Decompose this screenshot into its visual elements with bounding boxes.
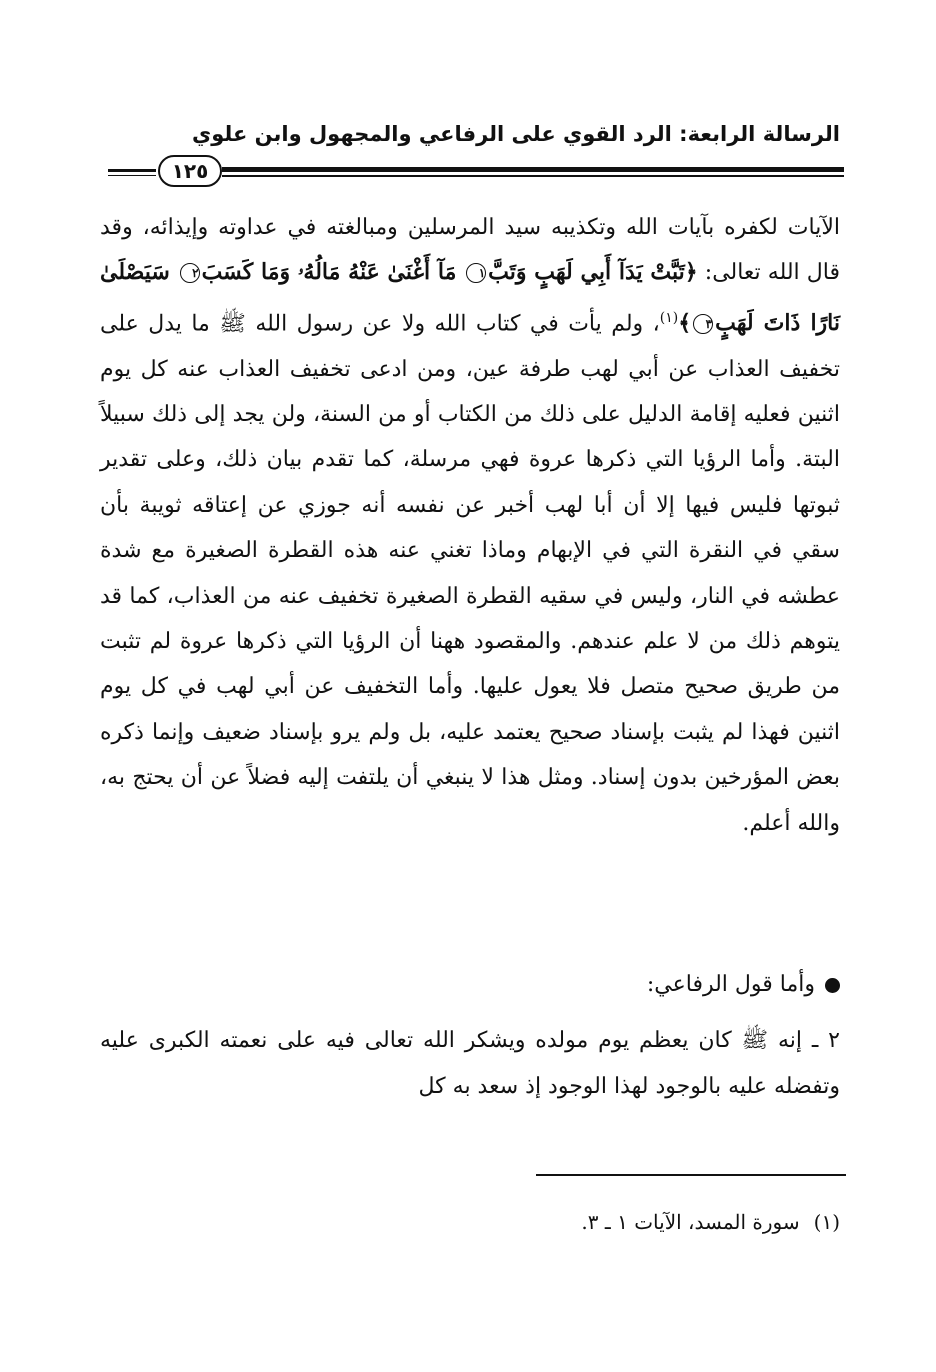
- bullet-icon: [825, 978, 840, 993]
- quran-bracket-close: ﴾: [678, 310, 692, 337]
- ayah-number-3: ٣: [693, 314, 713, 334]
- footnote-text: سورة المسد، الآيات ١ ـ ٣.: [581, 1210, 800, 1234]
- ayah-number-2: ٢: [180, 263, 200, 283]
- footnote-reference[interactable]: (١): [659, 309, 679, 326]
- header-rule-right-thin: [222, 175, 844, 177]
- paragraph-text-2: ، ولم يأت في كتاب الله ولا عن رسول الله ﷺ ما يدل على تخفيف العذاب عن أبي لهب طرفة عين، ومن ادعى تخفيف العذاب عنه كل يوم اثنين فعليه إقامة الدليل على ذلك من الكتاب أو من السنة، ولن يجد إلى ذلك سبيلاً البتة. وأما الرؤيا التي ذكرها عروة فهي مرسلة، كما تقدم بيان ذلك، وعلى تقدير ثبوتها فليس فيها إلا أن أبا لهب أخبر عن نفسه أنه جوزي عن إعتاقه ثويبة بأن سقي في النقرة التي في الإبهام وماذا تغني عنه هذه القطرة الصغيرة مع شدة عطشه في النار، وليس في سقيه القطرة الصغيرة تخفيف عنه من العذاب، كما قد يتوهم ذلك من لا علم عندهم. والمقصود ههنا أن الرؤيا التي ذكرها عروة لم تثبت من طريق صحيح متصل فلا يعول عليها. وأما التخفيف عن أبي لهب في كل يوم اثنين فهذا لم يثبت بإسناد صحيح يعتمد عليه، بل ولم يرو بإسناد ضعيف وإنما ذكره بعض المؤرخين بدون إسناد. ومثل هذا لا ينبغي أن يلتفت إليه فضلاً عن أن يحتج به، والله أعلم.: [100, 311, 840, 836]
- footnote-divider: [536, 1174, 846, 1176]
- ayah-1: تَبَّتْ يَدَآ أَبِي لَهَبٍ وَتَبَّ: [488, 259, 685, 286]
- section-subheading: [100, 965, 840, 1005]
- quran-bracket-open: ﴿: [684, 259, 698, 286]
- running-title: الرسالة الرابعة: الرد القوي على الرفاعي والمجهول وابن علوي: [191, 122, 840, 146]
- ayah-2: مَآ أَغْنَىٰ عَنْهُ مَالُهُۥ وَمَا كَسَبَ: [201, 259, 457, 286]
- ayah-number-1: ١: [466, 263, 486, 283]
- subheading-text: وأما قول الرفاعي:: [646, 972, 815, 997]
- second-paragraph: ٢ ـ إنه ﷺ كان يعظم يوم مولده ويشكر الله تعالى فيه على نعمته الكبرى عليه وتفضله عليه بالوجود لهذا الوجود إذ سعد به كل: [100, 1028, 840, 1099]
- header-rule-right: [222, 167, 844, 172]
- paragraph-text-1: الآيات لكفره بآيات الله وتكذيبه سيد المرسلين ومبالغته في عداوته وإيذائه، وقد قال الله تعالى:: [100, 215, 840, 286]
- header-rule-left-thin: [108, 175, 156, 176]
- main-paragraph: [100, 205, 840, 846]
- footnote-number: (١): [813, 1210, 840, 1234]
- ayah-3: سَيَصْلَىٰ نَارًا ذَاتَ لَهَبٍ: [100, 259, 841, 337]
- header-rule-left: [108, 169, 156, 172]
- footnote: [240, 1210, 840, 1234]
- page-number: ١٢٥: [158, 155, 222, 187]
